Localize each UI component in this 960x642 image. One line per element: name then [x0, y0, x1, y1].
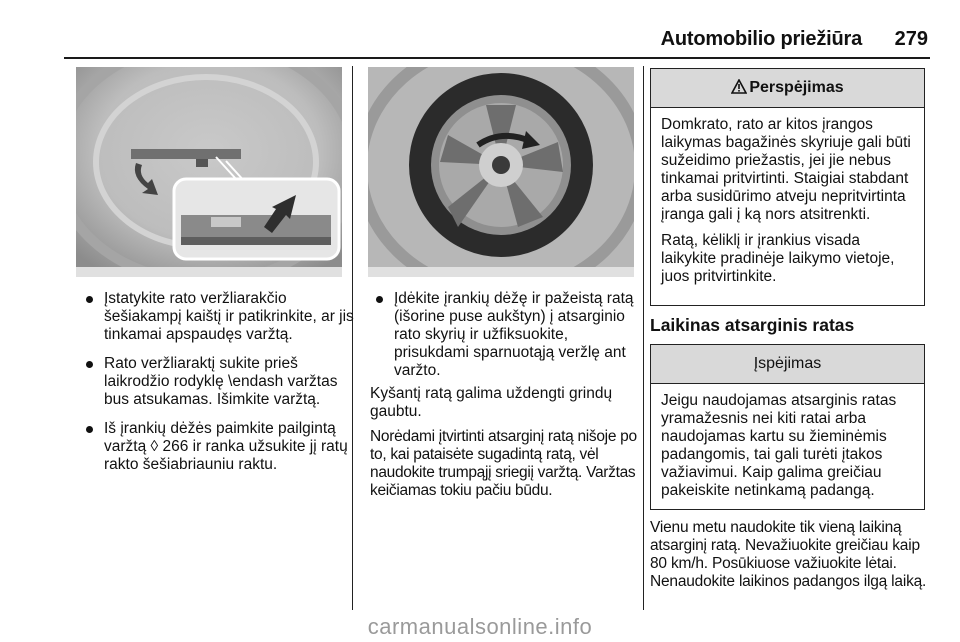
paragraph-cover-note: Kyšantį ratą galima uždengti grindų gaubtu.	[370, 385, 613, 420]
column2-instructions	[372, 290, 634, 391]
figure-jack-storage	[76, 67, 342, 277]
list-item: Rato veržliaraktį sukite prieš laikrodžio rodyklę \endash varžtas bus atsukamas. Išimkite varžtą.	[82, 355, 354, 409]
caution-box-body	[651, 384, 924, 500]
caution-box-title: Įspėjimas	[753, 355, 822, 372]
watermark: carmanualsonline.info	[367, 614, 593, 639]
warning-box-title: Perspėjimas	[749, 79, 844, 96]
list-item: Įstatykite rato veržliarakčio šešiakampį kaištį ir patikrinkite, ar jis tinkamai apspaudęs varžtą.	[82, 290, 354, 344]
header-rule	[64, 57, 930, 59]
caution-box-header	[651, 345, 924, 384]
warning-box-header	[651, 69, 924, 108]
warning-paragraph: Domkrato, rato ar kitos įrangos laikymas bagažinės skyriuje gali būti sužeidimo priežastis, jei jie nebus tinkamai pritvirtinti. Staigiai stabdant arba susidūrimo atveju nepritvirtinta įranga gali į ką nors atsitrenkti.	[661, 116, 911, 223]
column-divider-2	[643, 66, 644, 610]
paragraph-temporary-spare: Vienu metu naudokite tik vieną laikiną atsarginį ratą. Nevažiuokite greičiau kaip 80 km/h. Posūkiuose važiuokite lėtai. Nenaudokite laikinos padangos ilgą laiką.	[650, 519, 927, 590]
column1-instructions	[82, 290, 354, 485]
warning-box-body	[651, 108, 924, 286]
list-item: Iš įrankių dėžės paimkite pailgintą varžtą ◊ 266 ir ranka užsukite jį ratų rakto šešiabriauniu raktu.	[82, 420, 354, 474]
spare-wheel-bolt-illustration	[368, 67, 634, 277]
warning-paragraph: Ratą, kėliklį ir įrankius visada laikykite pradinėje laikymo vietoje, juos pritvirtinkite.	[661, 232, 895, 285]
spare-wheel-well-jack-illustration	[76, 67, 342, 277]
paragraph-reinstall-note: Norėdami įtvirtinti atsarginį ratą nišoje po to, kai pataisėte sugadintą ratą, vėl naudokite trumpąjį sriegiį varžtą. Varžtas keičiamas tokiu pačiu būdu.	[370, 428, 637, 499]
figure-spare-wheel	[368, 67, 634, 277]
section-heading: Laikinas atsarginis ratas	[650, 315, 855, 335]
caution-paragraph: Jeigu naudojamas atsarginis ratas yramažesnis nei kiti ratai arba naudojamas kartu su žieminėmis padangomis, tai gali turėti įtakos važiavimui. Kaip galima greičiau pakeiskite netinkamą padangą.	[661, 392, 897, 499]
page-number: 279	[894, 28, 928, 50]
warning-box	[650, 68, 925, 306]
caution-box	[650, 344, 925, 510]
running-header-title: Automobilio priežiūra	[660, 28, 862, 50]
warning-triangle-icon	[731, 79, 747, 94]
list-item: Įdėkite įrankių dėžę ir pažeistą ratą (išorine puse aukštyn) į atsarginio rato skyrių ir užfiksuokite, prisukdami sparnuotąją veržlę ant varžto.	[372, 290, 634, 380]
